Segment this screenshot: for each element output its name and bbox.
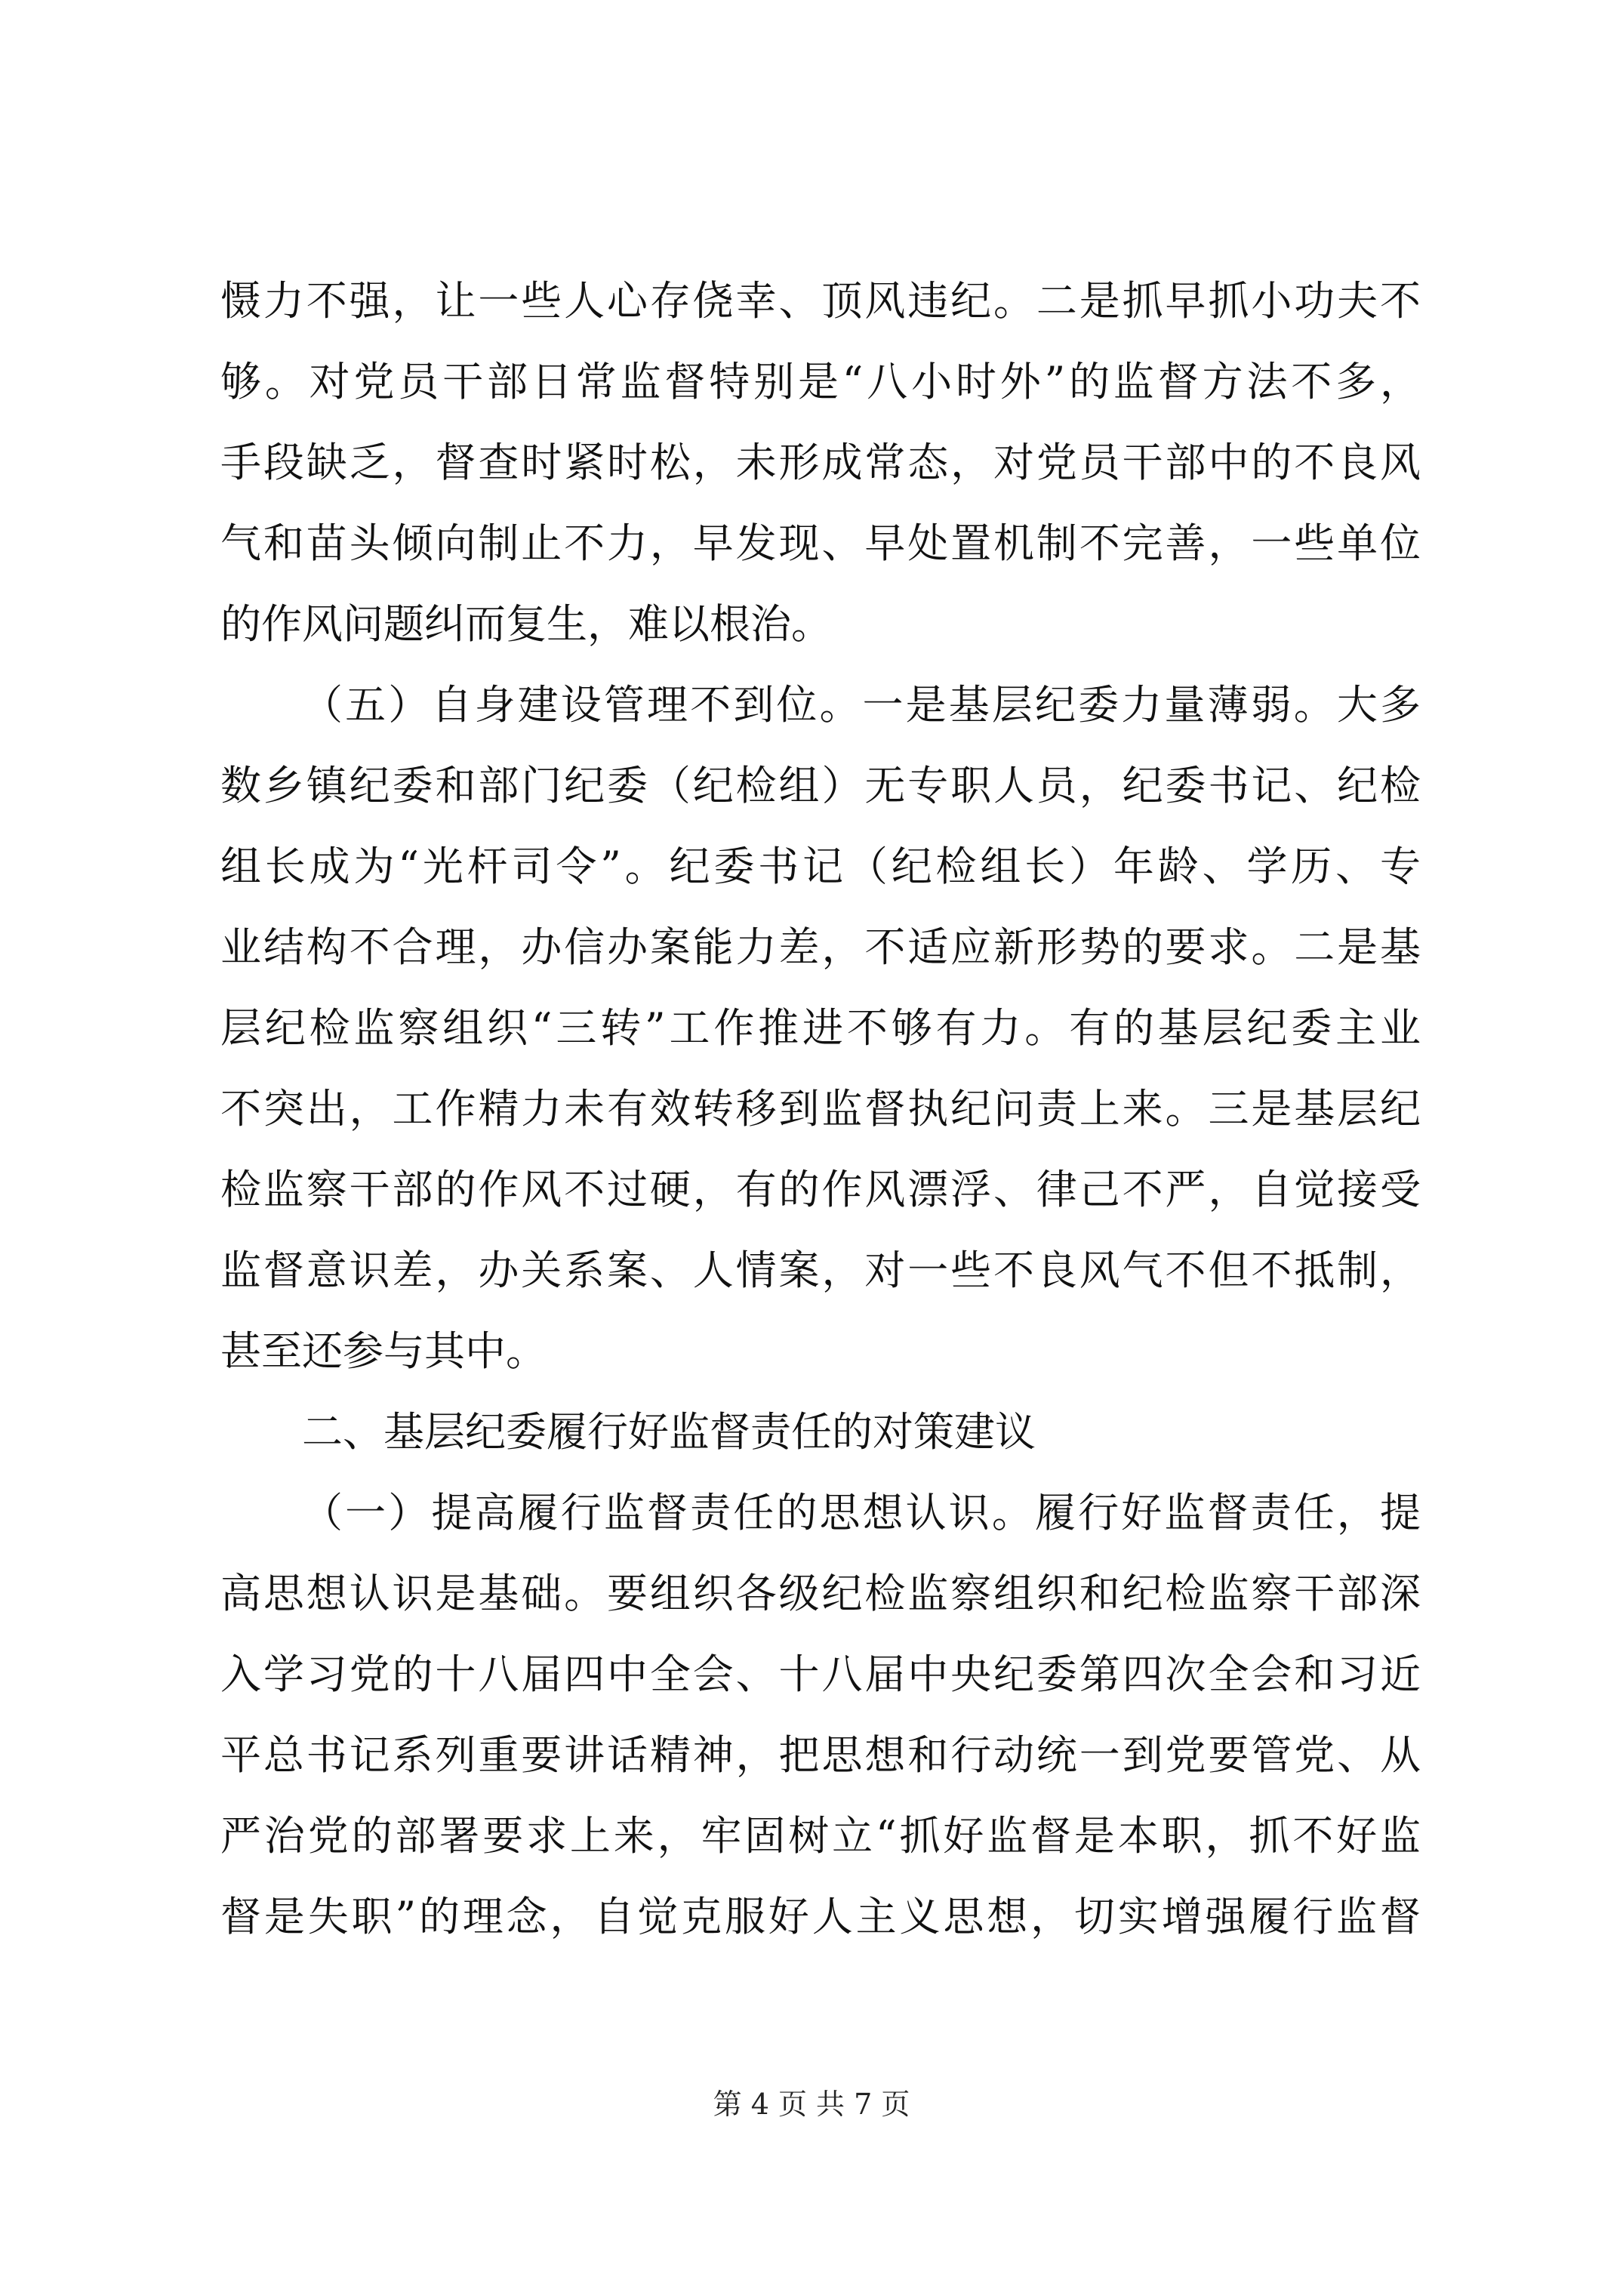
text-line: 慑力不强，让一些人心存侥幸、顶风违纪。二是抓早抓小功夫不 bbox=[220, 277, 1421, 325]
text-line: 层纪检监察组织“三转”工作推进不够有力。有的基层纪委主业 bbox=[220, 1004, 1421, 1052]
text-line: 检监察干部的作风不过硬，有的作风漂浮、律己不严，自觉接受 bbox=[220, 1166, 1421, 1213]
text-line: 严治党的部署要求上来，牢固树立“抓好监督是本职，抓不好监 bbox=[220, 1812, 1421, 1860]
text-line: 的作风问题纠而复生，难以根治。 bbox=[220, 600, 832, 648]
text-line: （五）自身建设管理不到位。一是基层纪委力量薄弱。大多 bbox=[302, 681, 1421, 729]
text-line: 平总书记系列重要讲话精神，把思想和行动统一到党要管党、从 bbox=[220, 1731, 1421, 1779]
text-line: 不突出，工作精力未有效转移到监督执纪问责上来。三是基层纪 bbox=[220, 1085, 1421, 1133]
text-line: 甚至还参与其中。 bbox=[220, 1327, 547, 1375]
text-line: 气和苗头倾向制止不力，早发现、早处置机制不完善，一些单位 bbox=[220, 519, 1421, 567]
text-line: 手段缺乏，督查时紧时松，未形成常态，对党员干部中的不良风 bbox=[220, 439, 1421, 486]
text-line: 入学习党的十八届四中全会、十八届中央纪委第四次全会和习近 bbox=[220, 1650, 1421, 1698]
text-line: 高思想认识是基础。要组织各级纪检监察组织和纪检监察干部深 bbox=[220, 1570, 1421, 1617]
text-line: 组长成为“光杆司令”。纪委书记（纪检组长）年龄、学历、专 bbox=[220, 843, 1421, 890]
page-number-footer: 第 4 页 共 7 页 bbox=[713, 2088, 910, 2121]
text-line: 监督意识差，办关系案、人情案，对一些不良风气不但不抵制， bbox=[220, 1247, 1421, 1294]
body-text bbox=[220, 260, 1421, 1957]
text-line: 业结构不合理，办信办案能力差，不适应新形势的要求。二是基 bbox=[220, 923, 1421, 971]
text-line: 数乡镇纪委和部门纪委（纪检组）无专职人员，纪委书记、纪检 bbox=[220, 762, 1421, 809]
text-line: 督是失职”的理念，自觉克服好人主义思想，切实增强履行监督 bbox=[220, 1893, 1421, 1940]
text-line: 够。对党员干部日常监督特别是“八小时外”的监督方法不多， bbox=[220, 358, 1421, 405]
text-line: （一）提高履行监督责任的思想认识。履行好监督责任，提 bbox=[302, 1489, 1421, 1536]
section-heading: 二、基层纪委履行好监督责任的对策建议 bbox=[302, 1408, 1036, 1456]
